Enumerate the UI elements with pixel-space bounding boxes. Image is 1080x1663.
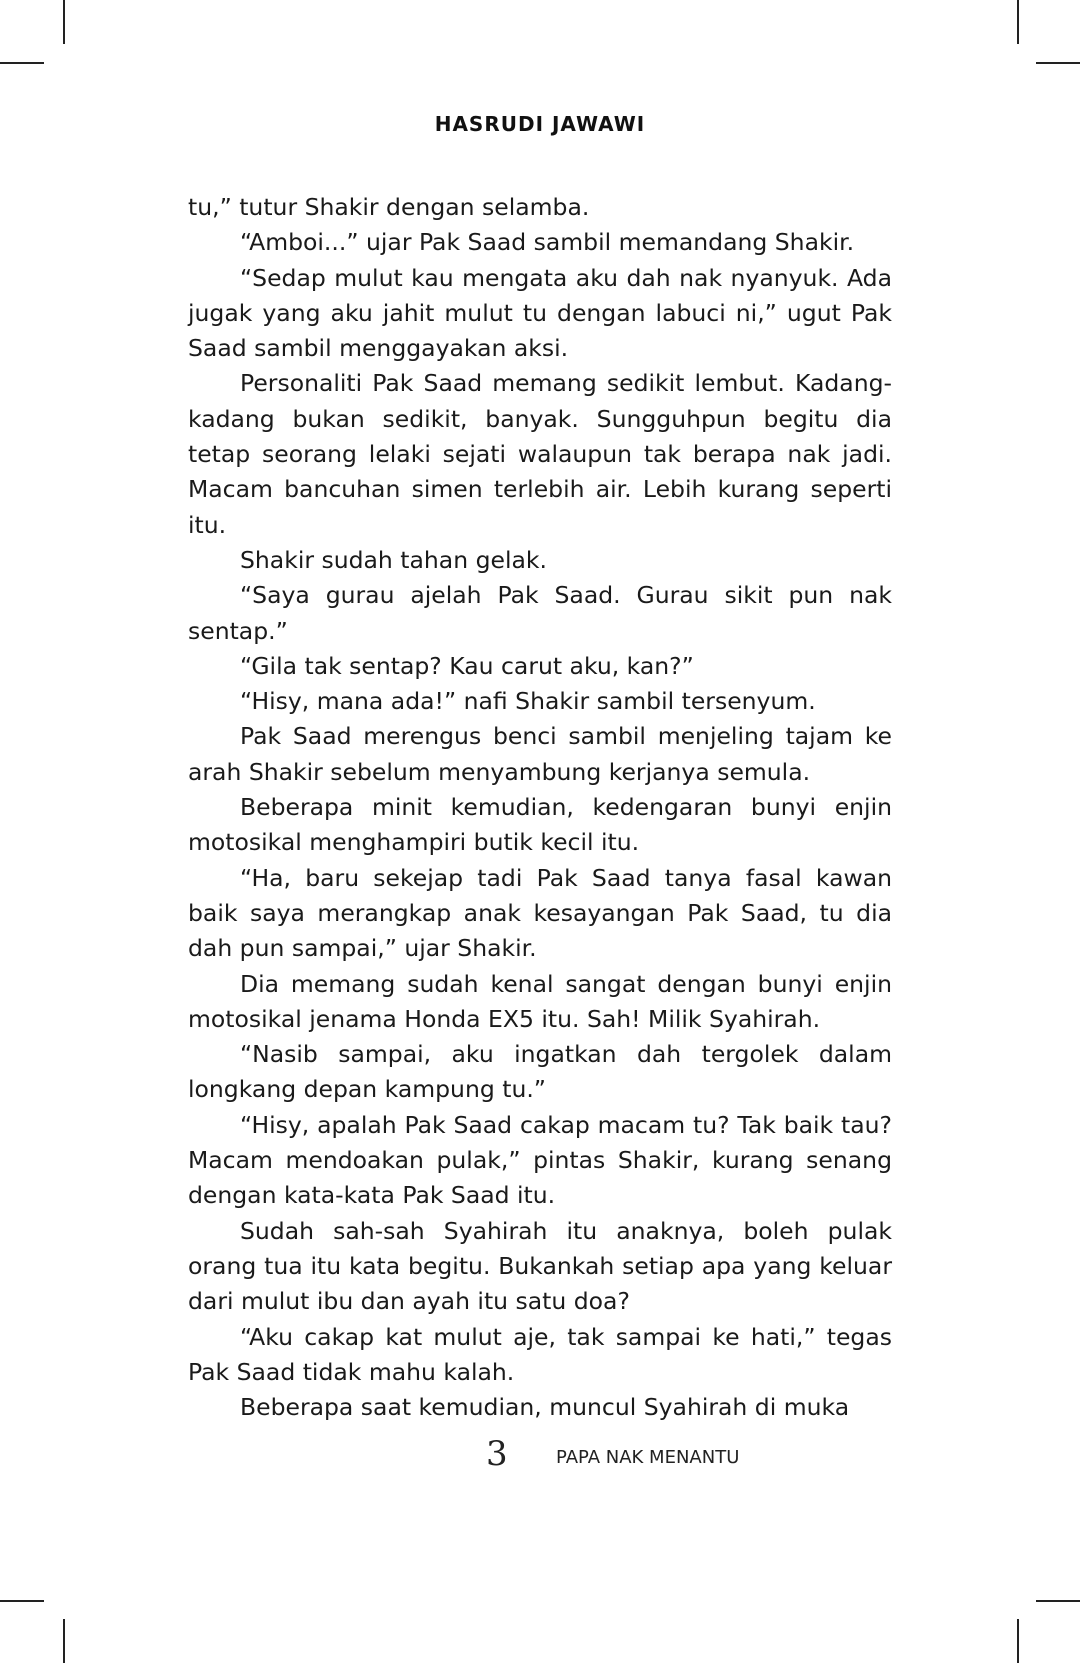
crop-mark-bottom-left-horizontal xyxy=(0,1600,44,1602)
crop-mark-bottom-right-vertical xyxy=(1017,1619,1019,1663)
paragraph: “Sedap mulut kau mengata aku dah nak nyanyuk. Ada jugak yang aku jahit mulut tu dengan labuci ni,” ugut Pak Saad sambil menggayakan aksi. xyxy=(188,263,892,363)
paragraph: Sudah sah-sah Syahirah itu anaknya, boleh pulak orang tua itu kata begitu. Bukankah setiap apa yang keluar dari mulut ibu dan ayah itu satu doa? xyxy=(188,1216,892,1316)
paragraph: Beberapa minit kemudian, kedengaran bunyi enjin motosikal menghampiri butik kecil itu. xyxy=(188,793,892,857)
page-number: 3 xyxy=(486,1434,508,1474)
crop-mark-top-right-vertical xyxy=(1017,0,1019,44)
book-title: PAPA NAK MENANTU xyxy=(556,1447,740,1468)
paragraph: Shakir sudah tahan gelak. xyxy=(240,545,547,574)
paragraph: “Aku cakap kat mulut aje, tak sampai ke hati,” tegas Pak Saad tidak mahu kalah. xyxy=(188,1322,892,1386)
paragraph: “Hisy, apalah Pak Saad cakap macam tu? Tak baik tau? Macam mendoakan pulak,” pintas Shakir, kurang senang dengan kata-kata Pak Saad itu. xyxy=(188,1110,892,1210)
running-head: HASRUDI JAWAWI xyxy=(434,112,646,136)
paragraph: Beberapa saat kemudian, muncul Syahirah di muka xyxy=(240,1393,850,1422)
paragraph: “Amboi...” ujar Pak Saad sambil memandang Shakir. xyxy=(240,228,855,257)
paragraph: tu,” tutur Shakir dengan selamba. xyxy=(188,193,590,221)
paragraph: “Gila tak sentap? Kau carut aku, kan?” xyxy=(240,651,694,680)
crop-mark-top-left-horizontal xyxy=(0,62,44,64)
paragraph: “Ha, baru sekejap tadi Pak Saad tanya fasal kawan baik saya merangkap anak kesayangan Pak Saad, tu dia dah pun sampai,” ujar Shakir. xyxy=(188,863,892,963)
crop-mark-bottom-right-horizontal xyxy=(1036,1600,1080,1602)
crop-mark-top-right-horizontal xyxy=(1036,62,1080,64)
page-footer xyxy=(0,1434,1080,1478)
paragraph: Pak Saad merengus benci sambil menjeling tajam ke arah Shakir sebelum menyambung kerjanya semula. xyxy=(188,722,892,786)
body-text xyxy=(188,190,892,1425)
paragraph: “Saya gurau ajelah Pak Saad. Gurau sikit pun nak sentap.” xyxy=(188,581,892,645)
paragraph: Personaliti Pak Saad memang sedikit lembut. Kadang-kadang bukan sedikit, banyak. Sungguhpun begitu dia tetap seorang lelaki sejati walaupun tak berapa nak jadi. Macam bancuhan simen terlebih air. Lebih kurang seperti itu. xyxy=(188,369,892,539)
paragraph: “Hisy, mana ada!” nafi Shakir sambil tersenyum. xyxy=(240,687,816,716)
paragraph: “Nasib sampai, aku ingatkan dah tergolek dalam longkang depan kampung tu.” xyxy=(188,1040,892,1104)
paragraph: Dia memang sudah kenal sangat dengan bunyi enjin motosikal jenama Honda EX5 itu. Sah! Milik Syahirah. xyxy=(188,969,892,1033)
crop-mark-bottom-left-vertical xyxy=(63,1619,65,1663)
crop-mark-top-left-vertical xyxy=(63,0,65,44)
